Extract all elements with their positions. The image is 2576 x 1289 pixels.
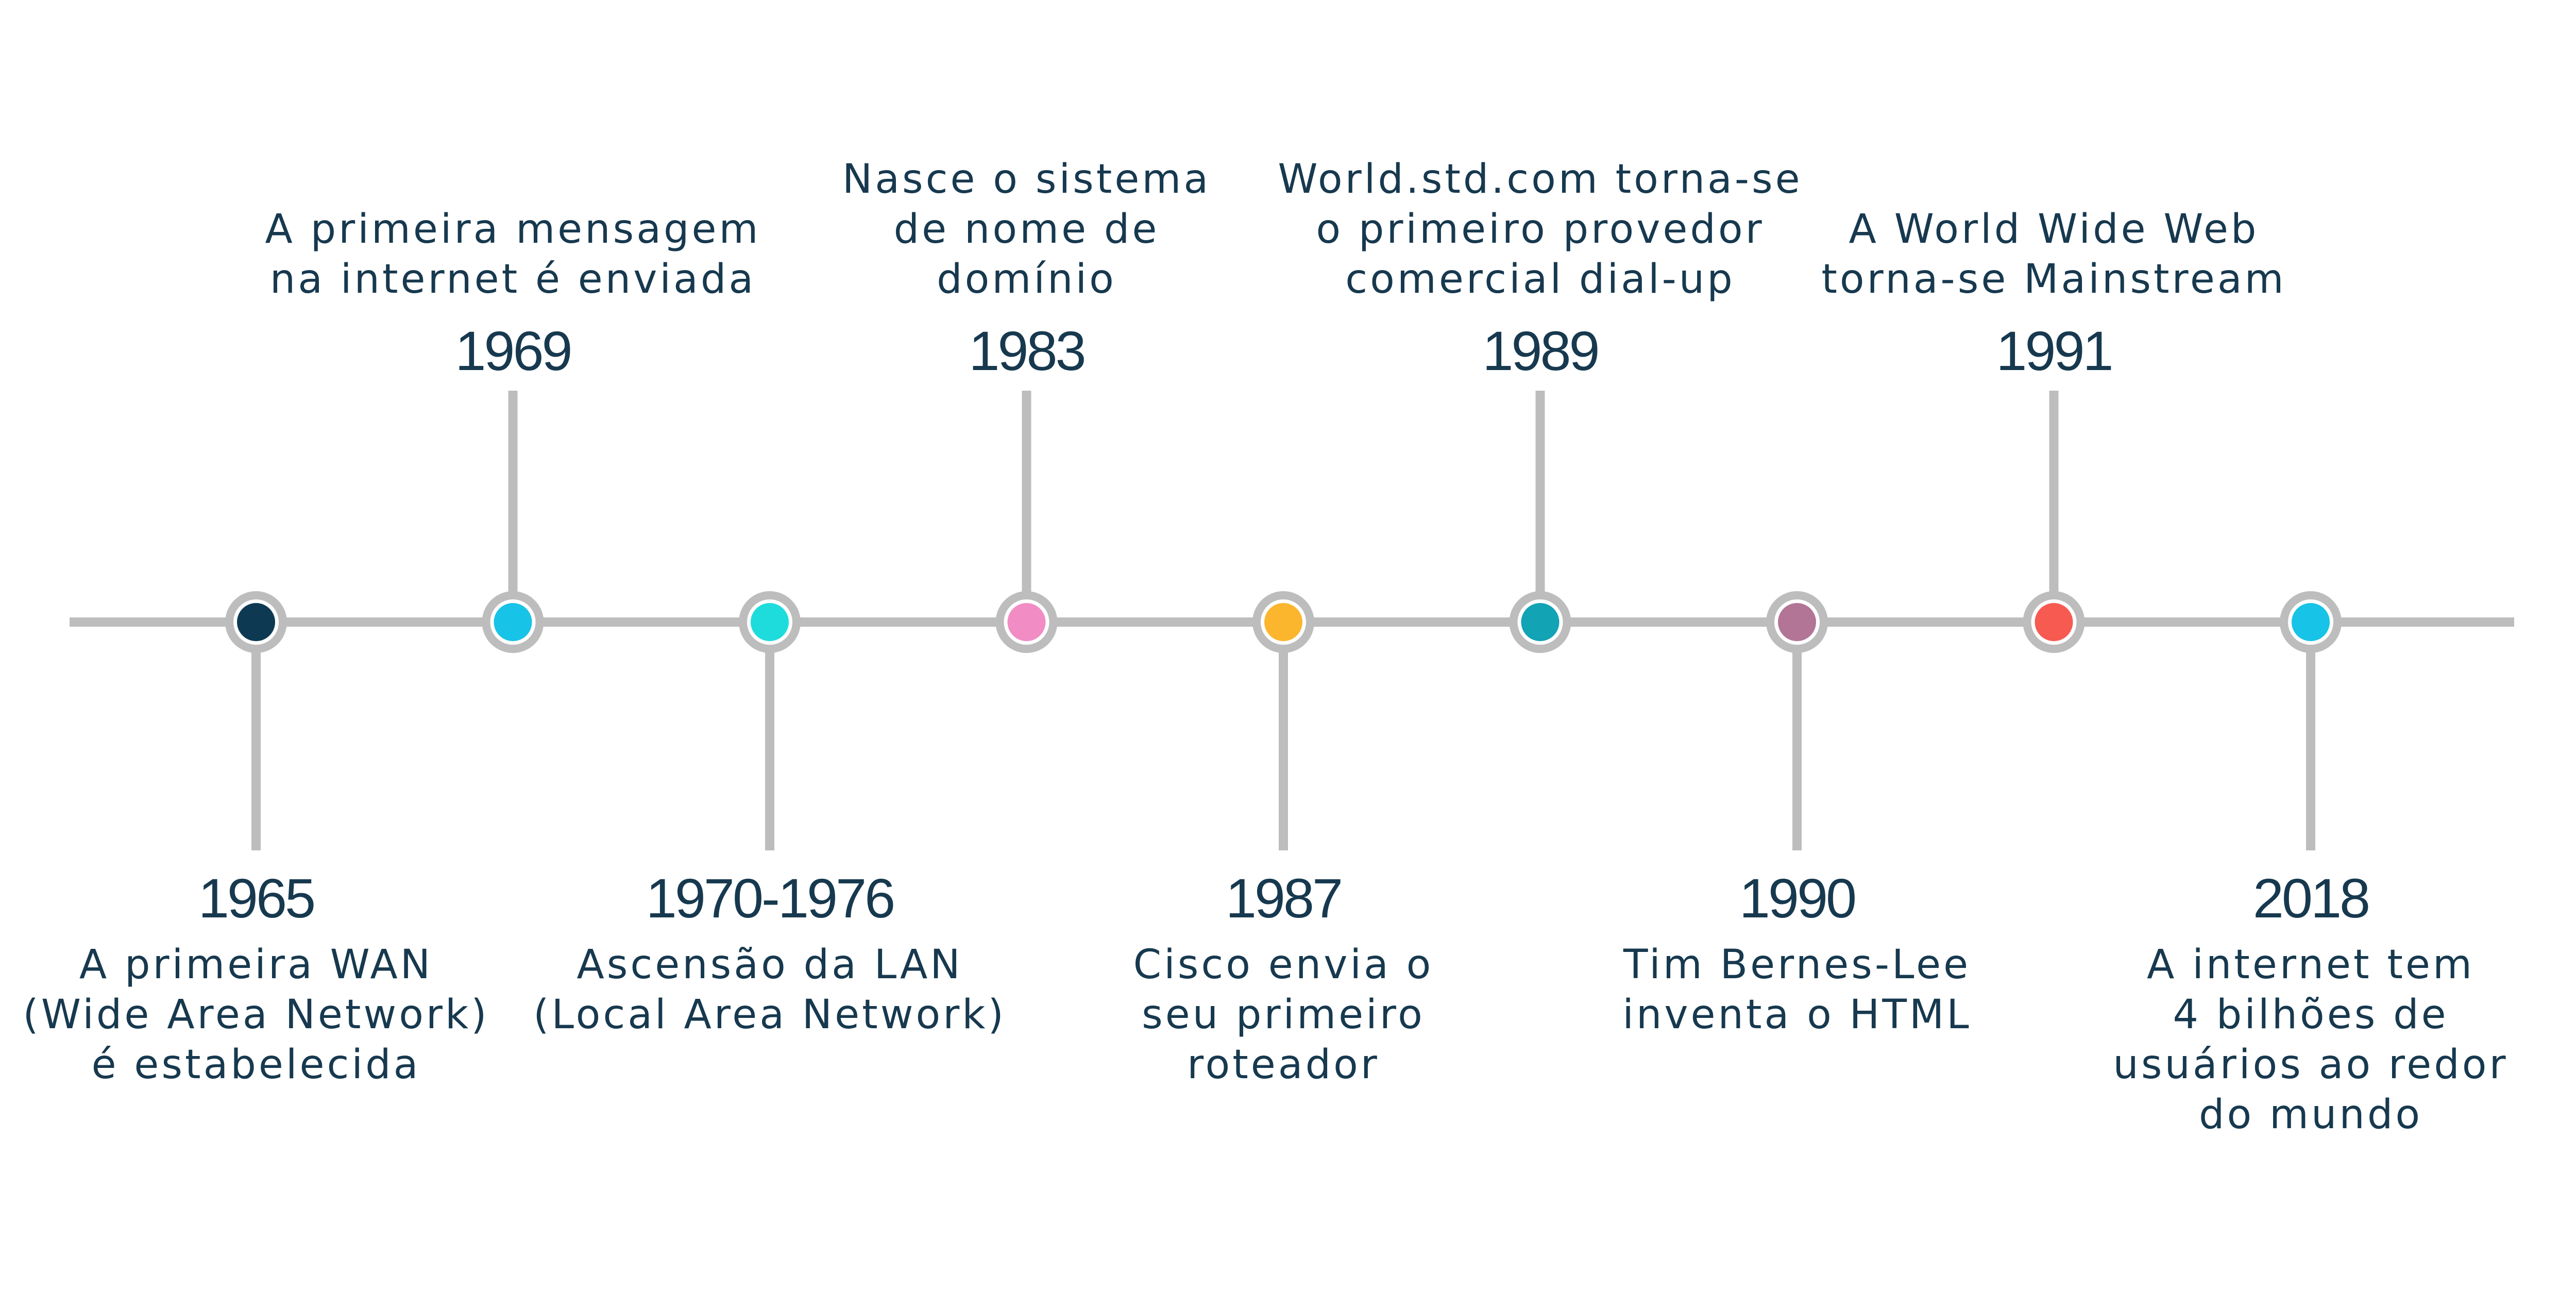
marker-dot bbox=[1521, 603, 1560, 641]
event-description-line: o primeiro provedor bbox=[1316, 206, 1765, 253]
event-description-line: World.std.com torna-se bbox=[1278, 156, 1803, 203]
event-year: 2018 bbox=[2252, 867, 2369, 929]
event-description-line: do mundo bbox=[2198, 1092, 2423, 1138]
marker-dot bbox=[494, 603, 532, 641]
event-year: 1970-1976 bbox=[646, 867, 894, 929]
event-year: 1969 bbox=[455, 320, 571, 382]
event-year: 1987 bbox=[1225, 867, 1342, 929]
event-description-line: Nasce o sistema bbox=[842, 156, 1211, 203]
event-description-line: A World Wide Web bbox=[1849, 206, 2259, 253]
marker-dot bbox=[237, 603, 275, 641]
event-year: 1983 bbox=[969, 320, 1084, 382]
event-description-line: Tim Bernes-Lee bbox=[1623, 942, 1971, 988]
event-description-line: inventa o HTML bbox=[1622, 992, 1972, 1038]
event-description-line: roteador bbox=[1187, 1042, 1380, 1088]
event-description-line: domínio bbox=[937, 256, 1116, 303]
event-description-line: 4 bilhões de bbox=[2173, 992, 2449, 1038]
event-year: 1990 bbox=[1739, 867, 1855, 929]
event-year: 1989 bbox=[1482, 320, 1598, 382]
event-description-line: A internet tem bbox=[2147, 942, 2475, 988]
event-description-line: usuários ao redor bbox=[2113, 1042, 2509, 1088]
marker-dot bbox=[2292, 603, 2330, 641]
event-description-line: seu primeiro bbox=[1142, 992, 1425, 1038]
event-description-line: comercial dial-up bbox=[1345, 256, 1735, 303]
event-year: 1991 bbox=[1996, 320, 2112, 382]
event-description-line: é estabelecida bbox=[91, 1042, 421, 1088]
marker-dot bbox=[1778, 603, 1816, 641]
event-description-line: torna-se Mainstream bbox=[1821, 256, 2286, 303]
marker-dot bbox=[1264, 603, 1302, 641]
event-description-line: (Wide Area Network) bbox=[23, 992, 489, 1038]
event-description-line: na internet é enviada bbox=[269, 256, 756, 303]
event-description-line: A primeira mensagem bbox=[265, 206, 761, 253]
event-year: 1965 bbox=[198, 867, 314, 929]
marker-dot bbox=[751, 603, 789, 641]
marker-dot bbox=[1008, 603, 1046, 641]
marker-dot bbox=[2035, 603, 2073, 641]
event-description-line: (Local Area Network) bbox=[533, 992, 1006, 1038]
event-description-line: Cisco envia o bbox=[1133, 942, 1434, 988]
event-description-line: de nome de bbox=[893, 206, 1160, 253]
event-description-line: A primeira WAN bbox=[79, 942, 433, 988]
event-description-line: Ascensão da LAN bbox=[577, 942, 963, 988]
